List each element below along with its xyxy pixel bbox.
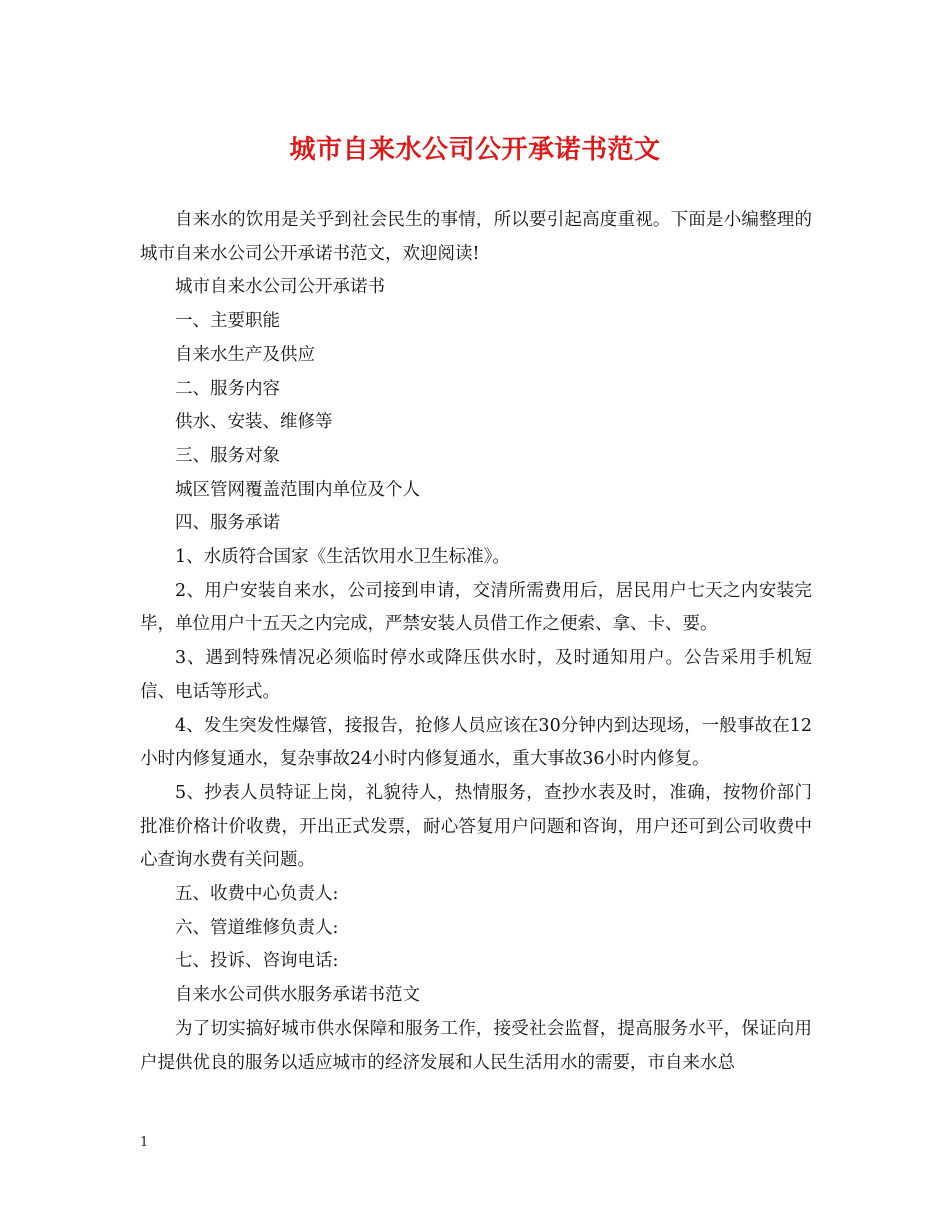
section-heading: 一、主要职能 bbox=[175, 311, 280, 332]
paragraph: 供水、安装、维修等 bbox=[175, 412, 333, 433]
section-heading: 四、服务承诺 bbox=[175, 513, 280, 534]
paragraph: 自来水生产及供应 bbox=[175, 344, 315, 365]
list-item: 4、发生突发性爆管，接报告，抢修人员应该在30分钟内到达现场，一般事故在12小时内修复通水，复杂事故24小时内修复通水，重大事故36小时内修复。 bbox=[140, 715, 812, 770]
paragraph: 为了切实搞好城市供水保障和服务工作，接受社会监督，提高服务水平，保证向用户提供优良的服务以适应城市的经济发展和人民生活用水的需要，市自来水总 bbox=[140, 1018, 812, 1073]
list-item: 1、水质符合国家《生活饮用水卫生标准》。 bbox=[175, 547, 510, 568]
paragraph: 自来水的饮用是关乎到社会民生的事情，所以要引起高度重视。下面是小编整理的城市自来水公司公开承诺书范文，欢迎阅读! bbox=[140, 210, 812, 264]
list-item: 3、遇到特殊情况必须临时停水或降压供水时，及时通知用户。公告采用手机短信、电话等形式。 bbox=[140, 648, 812, 702]
section-heading: 七、投诉、咨询电话: bbox=[175, 951, 339, 972]
section-heading: 二、服务内容 bbox=[175, 378, 280, 399]
section-heading: 三、服务对象 bbox=[175, 445, 280, 466]
section-heading: 五、收费中心负责人: bbox=[175, 884, 339, 905]
paragraph: 城区管网覆盖范围内单位及个人 bbox=[175, 479, 420, 500]
list-item: 5、抄表人员特证上岗，礼貌待人，热情服务，查抄水表及时，准确，按物价部门批准价格计价收费，开出正式发票，耐心答复用户问题和咨询，用户还可到公司收费中心查询水费有关问题。 bbox=[140, 782, 812, 871]
document-title: 城市自来水公司公开承诺书范文 bbox=[289, 135, 661, 165]
section-heading: 六、管道维修负责人: bbox=[175, 917, 339, 938]
page-number: 1 bbox=[140, 1135, 149, 1150]
paragraph: 城市自来水公司公开承诺书 bbox=[175, 277, 385, 298]
document-body bbox=[140, 204, 812, 1080]
list-item: 2、用户安装自来水，公司接到申请，交清所需费用后，居民用户七天之内安装完毕，单位用户十五天之内完成，严禁安装人员借工作之便索、拿、卡、要。 bbox=[140, 580, 812, 635]
paragraph: 自来水公司供水服务承诺书范文 bbox=[175, 985, 420, 1006]
